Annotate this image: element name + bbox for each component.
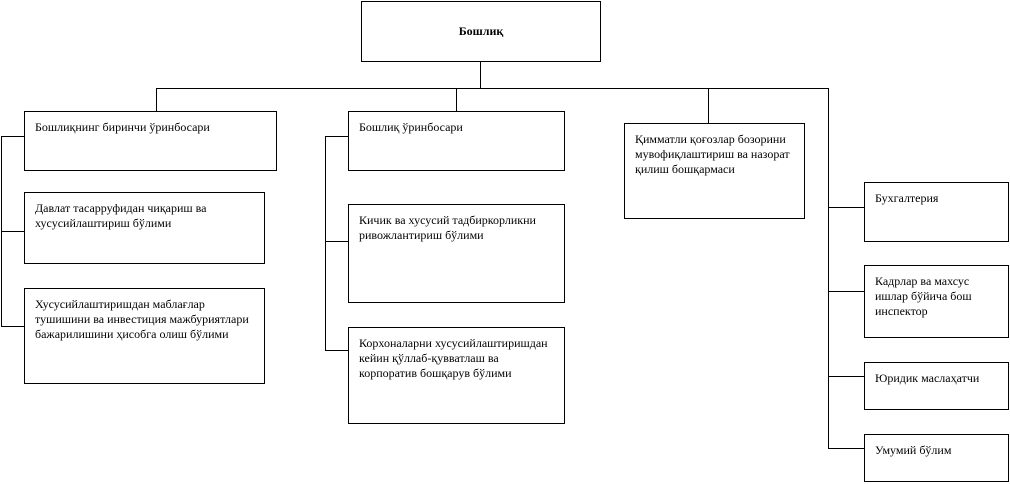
col1-unit2-label: Хусусийлаштиришдан маблағлар тушишини ва инвестиция мажбуриятлари бажарилишини ҳисобга олиш бўлими — [35, 297, 249, 341]
root-box — [361, 1, 601, 62]
col2-head-box — [348, 111, 565, 171]
col1-unit1-box — [24, 192, 265, 264]
col1-unit2-box — [24, 288, 265, 384]
col2-unit1-label: Кичик ва хусусий тадбиркорликни ривожлантириш бўлими — [359, 213, 536, 242]
col4-unit2-box — [864, 265, 1009, 338]
col4-unit3-box — [864, 362, 1009, 410]
col2-unit1-box — [348, 204, 565, 303]
col4-unit4-box — [864, 434, 1009, 482]
col4-unit3-label: Юридик маслаҳатчи — [875, 371, 980, 385]
col4-unit1-box — [864, 182, 1009, 242]
col4-unit1-label: Бухгалтерия — [875, 191, 939, 205]
col4-unit2-label: Кадрлар ва махсус ишлар бўйича бош инспектор — [875, 274, 972, 318]
col3-head-box — [624, 123, 805, 219]
col2-unit2-label: Корхоналарни хусусийлаштиришдан кейин қўллаб-қувватлаш ва корпоратив бошқарув бўлими — [359, 336, 548, 380]
col2-unit2-box — [348, 327, 565, 424]
col4-unit4-label: Умумий бўлим — [875, 443, 952, 457]
col1-head-label: Бошлиқнинг биринчи ўринбосари — [35, 120, 210, 134]
col2-head-label: Бошлиқ ўринбосари — [359, 120, 463, 134]
root-label: Бошлиқ — [458, 24, 504, 38]
col1-unit1-label: Давлат тасарруфидан чиқариш ва хусусийлаштириш бўлими — [35, 201, 207, 230]
col3-head-label: Қимматли қоғозлар бозорини мувофиқлаштириш ва назорат қилиш бошқармаси — [635, 132, 790, 176]
col1-head-box — [24, 111, 277, 171]
